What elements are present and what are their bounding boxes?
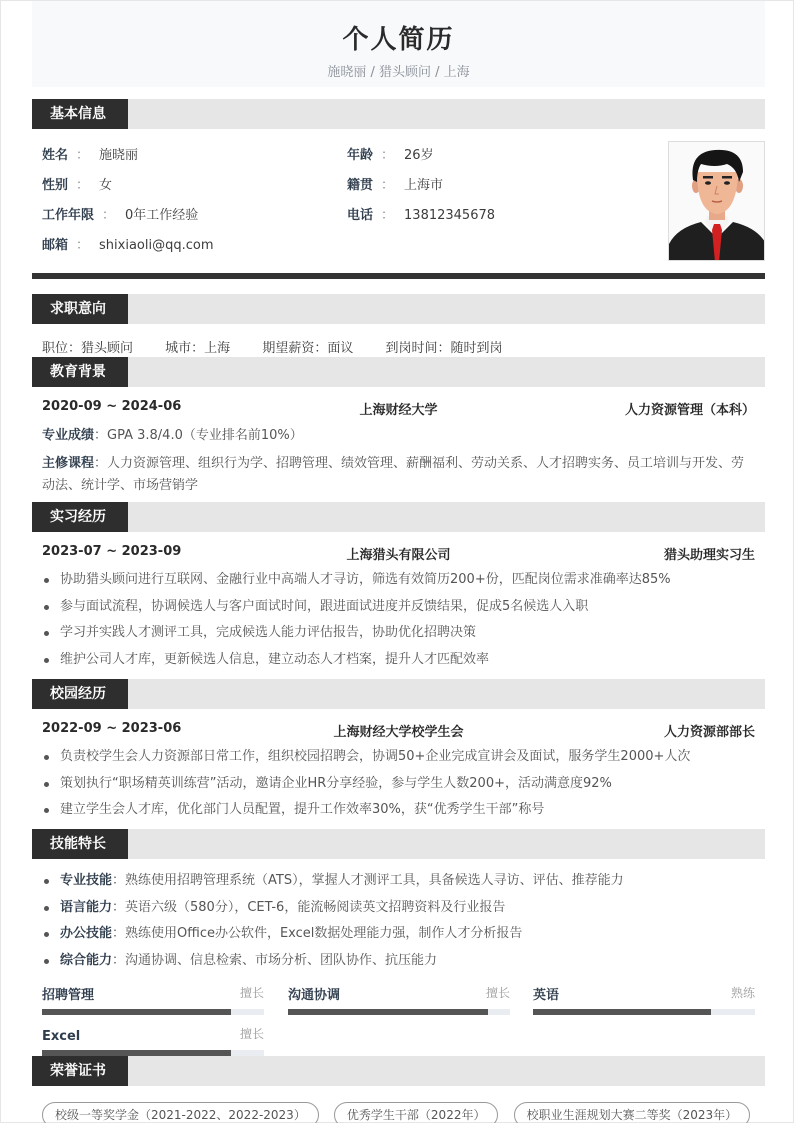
campus-entry-header [42, 721, 755, 741]
skill-bar-name: 招聘管理 [42, 988, 95, 1003]
intent-city: 城市：上海 [165, 341, 231, 356]
skill-label: 办公技能 [60, 926, 113, 941]
list-item [42, 948, 755, 975]
skill-bar-english [533, 984, 755, 1003]
skill-text: ：英语六级（580分），CET-6，能流畅阅读英文招聘资料及行业报告 [112, 899, 506, 915]
education-period: 2020-09 ~ 2024-06 [42, 399, 182, 414]
skill-text: ：熟练使用Office办公软件，Excel数据处理能力强，制作人才分析报告 [112, 926, 523, 941]
courses-label: 主修课程 [42, 456, 95, 471]
section-education [32, 357, 765, 387]
colon: ： [381, 208, 395, 223]
campus-org: 上海财经大学校学生会 [333, 725, 464, 740]
skill-bar-name: 英语 [533, 988, 560, 1003]
skill-bar-level: 擅长 [239, 986, 264, 1000]
colon: ： [381, 148, 395, 163]
internship-role: 猎头助理实习生 [663, 548, 755, 563]
colon: ： [102, 208, 116, 223]
field-label: 性别 [42, 178, 69, 193]
field-value: 26岁 [404, 148, 434, 163]
colon: ： [76, 148, 90, 163]
field-value: 女 [99, 178, 113, 193]
field-phone [347, 206, 495, 226]
gpa-label: 专业成绩 [42, 428, 95, 443]
list-item: 维护公司人才库，更新候选人信息，建立动态人才档案，提升人才匹配效率 [42, 647, 755, 674]
field-value: shixiaoli@qq.com [99, 238, 214, 253]
honor-badge: 优秀学生干部（2022年） [334, 1102, 499, 1123]
basic-info [32, 141, 765, 265]
intent-position: 职位：猎头顾问 [42, 341, 134, 356]
campus-period: 2022-09 ~ 2023-06 [42, 721, 182, 736]
list-item [42, 921, 755, 948]
education-major: 人力资源管理（本科） [624, 403, 755, 418]
field-gender [42, 176, 112, 196]
field-value: 施晓丽 [99, 148, 139, 163]
skill-bar-fill [42, 1009, 231, 1015]
field-email [42, 236, 214, 256]
skill-bar-recruiting [42, 984, 264, 1003]
skill-label: 语言能力 [60, 899, 113, 915]
skill-bar-level: 擅长 [239, 1027, 264, 1041]
list-item: 协助猎头顾问进行互联网、金融行业中高端人才寻访，筛选有效简历200+份，匹配岗位需求准确率达85% [42, 567, 755, 594]
skill-label: 专业技能 [60, 873, 113, 888]
field-age [347, 146, 434, 166]
intent-salary: 期望薪资：面议 [262, 341, 354, 356]
section-internship [32, 502, 765, 532]
field-work-years [42, 206, 198, 226]
skills-bullets [42, 868, 755, 974]
field-hometown [347, 176, 443, 196]
skill-bar-level: 擅长 [485, 986, 510, 1000]
skill-text: ：熟练使用招聘管理系统（ATS），掌握人才测评工具，具备候选人寻访、评估、推荐能力 [112, 873, 624, 888]
field-value: 上海市 [404, 178, 444, 193]
field-label: 姓名 [42, 148, 69, 163]
skill-label: 综合能力 [60, 952, 113, 968]
field-value: 13812345678 [404, 208, 496, 223]
resume-header [32, 1, 765, 87]
skill-bar-track [42, 1009, 264, 1015]
job-intent-row [42, 337, 530, 356]
page-title: 个人简历 [342, 25, 455, 55]
colon: ： [76, 238, 90, 253]
gpa-value: ：GPA 3.8/4.0（专业排名前10%） [94, 428, 303, 443]
colon: ： [381, 178, 395, 193]
skill-text: ：沟通协调、信息检索、市场分析、团队协作、抗压能力 [112, 952, 438, 968]
section-title: 求职意向 [32, 294, 128, 324]
skill-bar-communication [288, 984, 510, 1003]
list-item [42, 868, 755, 895]
list-item: 参与面试流程，协调候选人与客户面试时间，跟进面试进度并反馈结果，促成5名候选人入职 [42, 594, 755, 621]
campus-bullets [42, 744, 755, 824]
section-title: 校园经历 [32, 679, 128, 709]
section-title: 实习经历 [32, 502, 128, 532]
section-title: 技能特长 [32, 829, 128, 859]
section-title: 基本信息 [32, 99, 128, 129]
section-basic-info [32, 99, 765, 129]
list-item: 学习并实践人才测评工具，完成候选人能力评估报告，协助优化招聘决策 [42, 620, 755, 647]
honor-badge: 校级一等奖学金（2021-2022、2022-2023） [42, 1102, 319, 1123]
section-honors [32, 1056, 765, 1086]
section-divider [32, 273, 765, 279]
section-title: 荣誉证书 [32, 1056, 128, 1086]
internship-company: 上海猎头有限公司 [346, 548, 451, 563]
field-label: 工作年限 [42, 208, 95, 223]
avatar-illustration [669, 142, 765, 261]
internship-entry-header [42, 544, 755, 564]
education-entry-header [42, 399, 755, 419]
skill-bar-fill [288, 1009, 488, 1015]
intent-start-time: 到岗时间：随时到岗 [385, 341, 503, 356]
section-campus [32, 679, 765, 709]
courses-value: ：人力资源管理、组织行为学、招聘管理、绩效管理、薪酬福利、劳动关系、人才招聘实务、员工培训与开发、劳动法、统计学、市场营销学 [42, 456, 745, 493]
field-label: 电话 [347, 208, 374, 223]
list-item: 策划执行“职场精英训练营”活动，邀请企业HR分享经验，参与学生人数200+，活动满意度92% [42, 771, 755, 798]
field-label: 籍贯 [347, 178, 374, 193]
field-name [42, 146, 138, 166]
education-gpa [42, 425, 755, 447]
avatar-photo [668, 141, 765, 261]
list-item: 负责校学生会人力资源部日常工作，组织校园招聘会，协调50+企业完成宣讲会及面试，服务学生2000+人次 [42, 744, 755, 771]
field-label: 邮箱 [42, 238, 69, 253]
education-school: 上海财经大学 [359, 403, 438, 418]
education-courses [42, 453, 755, 497]
skill-bar-track [288, 1009, 510, 1015]
section-job-intent [32, 294, 765, 324]
field-value: 0年工作经验 [125, 208, 199, 223]
internship-bullets [42, 567, 755, 673]
skill-bar-name: Excel [42, 1029, 81, 1044]
list-item: 建立学生会人才库，优化部门人员配置，提升工作效率30%，获“优秀学生干部”称号 [42, 797, 755, 824]
skill-bar-track [533, 1009, 755, 1015]
page-subtitle: 施晓丽 / 猎头顾问 / 上海 [327, 65, 470, 80]
campus-role: 人力资源部部长 [663, 725, 755, 740]
honors-list [42, 1102, 760, 1123]
skill-bar-name: 沟通协调 [288, 988, 341, 1003]
field-label: 年龄 [347, 148, 374, 163]
resume-page [32, 1, 765, 1122]
skill-bar-excel [42, 1025, 264, 1044]
colon: ： [76, 178, 90, 193]
section-title: 教育背景 [32, 357, 128, 387]
internship-period: 2023-07 ~ 2023-09 [42, 544, 182, 559]
section-skills [32, 829, 765, 859]
skill-bar-fill [533, 1009, 711, 1015]
list-item [42, 895, 755, 922]
skill-bar-level: 熟练 [730, 986, 755, 1000]
honor-badge: 校职业生涯规划大赛二等奖（2023年） [514, 1102, 751, 1123]
